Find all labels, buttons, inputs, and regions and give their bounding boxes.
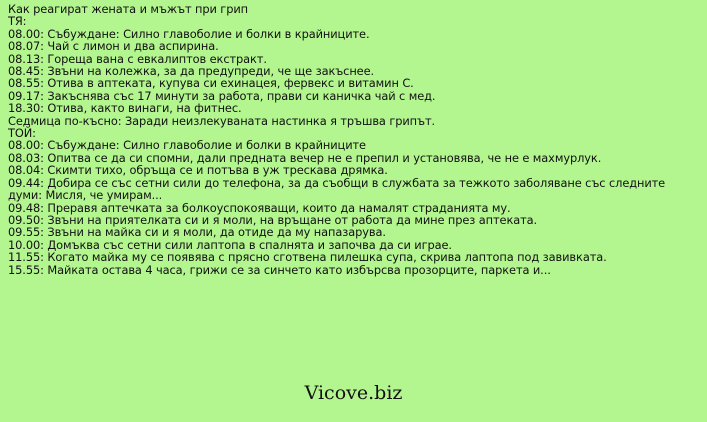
- him-line: 08.04: Скимти тихо, обръща се и потъва в уж трескава дрямка.: [8, 163, 388, 178]
- her-line: 08.45: Звъни на колежка, за да предупреди, че ще закъснее.: [8, 64, 375, 79]
- him-line: 10.00: Домъква със сетни сили лаптопа в спалнята и започва да си играе.: [8, 237, 452, 252]
- her-line: 08.00: Събуждане: Силно главоболие и болки в крайниците.: [8, 26, 370, 41]
- him-line: 09.48: Преравя аптечката за болкоуспокояващи, които да намалят страданията му.: [8, 200, 511, 215]
- her-line: 08.13: Гореща вана с евкалиптов екстракт.: [8, 51, 267, 66]
- her-header: ТЯ:: [8, 14, 27, 29]
- joke-document: [8, 3, 698, 276]
- her-line: 09.17: Закъснява със 17 минути за работа, прави си каничка чай с мед.: [8, 88, 436, 103]
- him-line: 11.55: Когато майка му се появява с прясно сготвена пилешка супа, скрива лаптопа под завивката.: [8, 250, 607, 265]
- document-title: Как реагират жената и мъжът при грип: [8, 2, 248, 16]
- him-line: 15.55: Майката остава 4 часа, грижи се за синчето като избърсва прозорците, паркета и...: [8, 262, 551, 277]
- him-header: ТОЙ:: [8, 126, 36, 141]
- site-watermark: Vicove.biz: [304, 382, 403, 404]
- him-line: 08.03: Опитва се да си спомни, дали предната вечер не е препил и установява, че не е махмурлук.: [8, 150, 602, 165]
- him-line: 09.44: Добира се със сетни сили до телефона, за да съобщи в службата за тежкото заболяване със следните думи: Мисля, че умирам...: [8, 175, 666, 203]
- him-line: 09.55: Звъни на майка си и я моли, да отиде да му напазарува.: [8, 225, 386, 240]
- him-line: 09.50: Звъни на приятелката си и я моли, на връщане от работа да мине през аптеката.: [8, 212, 538, 227]
- her-line: 08.55: Отива в аптеката, купува си ехинацея, фервекс и витамин С.: [8, 76, 414, 91]
- interlude-line: Седмица по-късно: Заради неизлекуваната настинка я тръшва грипът.: [8, 113, 436, 128]
- her-line: 18.30: Отива, както винаги, на фитнес.: [8, 101, 242, 116]
- him-line: 08.00: Събуждане: Силно главоболие и болки в крайниците: [8, 138, 366, 153]
- her-line: 08.07: Чай с лимон и два аспирина.: [8, 39, 219, 54]
